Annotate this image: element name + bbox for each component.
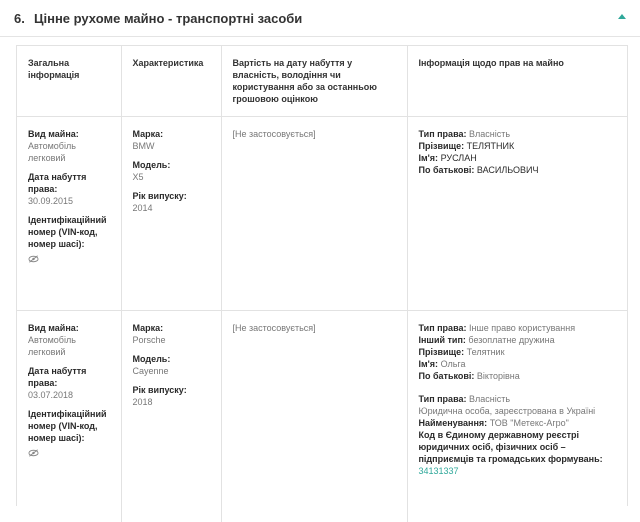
rights-entity: Юридична особа, зареєстрована в Україні xyxy=(419,405,617,417)
section-title: Цінне рухоме майно - транспортні засоби xyxy=(34,11,302,26)
rights-code-label: Код в Єдиному державному реєстрі юридичних осіб, фізичних осіб – підприємців та громадських формувань: xyxy=(419,429,617,465)
rights-patronymic: По батькові: ВАСИЛЬОВИЧ xyxy=(419,164,617,176)
vehicles-card xyxy=(16,45,628,506)
eye-slash-icon[interactable] xyxy=(28,255,39,263)
model-value: X5 xyxy=(133,171,210,183)
chevron-up-icon[interactable] xyxy=(618,14,626,19)
vin-label: Ідентифікаційний номер (VIN-код, номер шасі): xyxy=(28,214,110,250)
year-label: Рік випуску: xyxy=(133,190,210,202)
general-cell xyxy=(17,311,121,522)
rights-type-2: Тип права: Власність xyxy=(419,393,617,405)
vehicles-table xyxy=(17,46,627,522)
rights-surname: Прізвище: Телятник xyxy=(419,346,617,358)
section-header[interactable] xyxy=(0,0,640,37)
value-cell xyxy=(221,311,407,522)
header-rights: Інформація щодо прав на майно xyxy=(407,46,627,117)
rights-surname: Прізвище: ТЕЛЯТНИК xyxy=(419,140,617,152)
rights-other: Інший тип: безоплатне дружина xyxy=(419,334,617,346)
year-value: 2014 xyxy=(133,202,210,214)
brand-value: Porsche xyxy=(133,334,210,346)
general-cell xyxy=(17,117,121,311)
characteristics-cell xyxy=(121,117,221,311)
header-characteristics: Характеристика xyxy=(121,46,221,117)
model-label: Модель: xyxy=(133,159,210,171)
table-row xyxy=(17,117,627,311)
kind-label: Вид майна: xyxy=(28,322,110,334)
value-cell xyxy=(221,117,407,311)
section-number: 6. xyxy=(14,11,25,26)
rights-cell xyxy=(407,117,627,311)
date-label: Дата набуття права: xyxy=(28,171,110,195)
rights-cell xyxy=(407,311,627,522)
eye-slash-icon[interactable] xyxy=(28,449,39,457)
table-row xyxy=(17,311,627,522)
rights-patronymic: По батькові: Вікторівна xyxy=(419,370,617,382)
brand-value: BMW xyxy=(133,140,210,152)
header-general: Загальна інформація xyxy=(17,46,121,117)
header-value: Вартість на дату набуття у власність, володіння чи користування або за останньою грошовою оцінкою xyxy=(221,46,407,117)
brand-label: Марка: xyxy=(133,322,210,334)
year-value: 2018 xyxy=(133,396,210,408)
rights-name: Ім'я: Ольга xyxy=(419,358,617,370)
table-header-row xyxy=(17,46,627,117)
date-value: 30.09.2015 xyxy=(28,195,110,207)
model-label: Модель: xyxy=(133,353,210,365)
kind-label: Вид майна: xyxy=(28,128,110,140)
rights-org: Найменування: ТОВ "Метекс-Агро" xyxy=(419,417,617,429)
rights-type: Тип права: Власність xyxy=(419,128,617,140)
rights-code-link[interactable]: 34131337 xyxy=(419,465,617,477)
value-text: [Не застосовується] xyxy=(233,322,396,334)
year-label: Рік випуску: xyxy=(133,384,210,396)
vin-label: Ідентифікаційний номер (VIN-код, номер шасі): xyxy=(28,408,110,444)
date-value: 03.07.2018 xyxy=(28,389,110,401)
value-text: [Не застосовується] xyxy=(233,128,396,140)
brand-label: Марка: xyxy=(133,128,210,140)
model-value: Cayenne xyxy=(133,365,210,377)
kind-value: Автомобіль легковий xyxy=(28,334,110,358)
characteristics-cell xyxy=(121,311,221,522)
rights-type: Тип права: Інше право користування xyxy=(419,322,617,334)
rights-name: Ім'я: РУСЛАН xyxy=(419,152,617,164)
kind-value: Автомобіль легковий xyxy=(28,140,110,164)
date-label: Дата набуття права: xyxy=(28,365,110,389)
